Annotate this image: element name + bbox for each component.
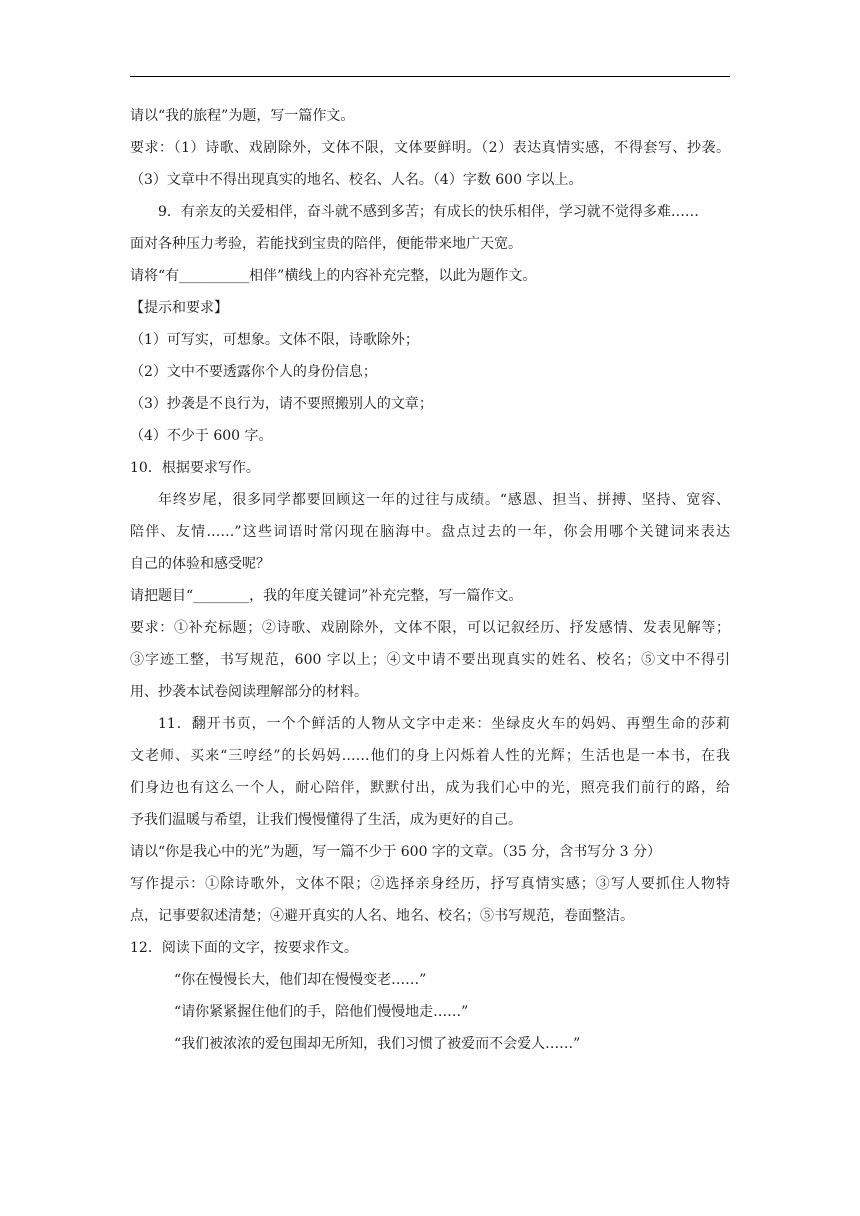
text-line: 文老师、买来“三哼经”的长妈妈……他们的身上闪烁着人性的光辉；生活也是一本书，在我 bbox=[130, 748, 730, 764]
text-line: ③字迹工整，书写规范，600 字以上；④文中请不要出现真实的姓名、校名；⑤文中不得引 bbox=[130, 652, 730, 668]
text-line: 请以“我的旅程”为题，写一篇作文。 bbox=[130, 108, 355, 124]
text-line: 要求：①补充标题；②诗歌、戏剧除外，文体不限，可以记叙经历、抒发感情、发表见解等； bbox=[130, 620, 730, 636]
text-line: 11．翻开书页，一个个鲜活的人物从文字中走来：坐绿皮火车的妈妈、再塑生命的莎莉 bbox=[158, 716, 730, 732]
text-line: 请把题目“________，我的年度关键词”补充完整，写一篇作文。 bbox=[130, 588, 523, 604]
text-line: 【提示和要求】 bbox=[130, 300, 228, 316]
text-line: 点，记事要叙述清楚；④避开真实的人名、地名、校名；⑤书写规范，卷面整洁。 bbox=[130, 908, 634, 924]
text-line: 12．阅读下面的文字，按要求作文。 bbox=[130, 940, 358, 956]
text-line: 陪伴、友情……”这些词语时常闪现在脑海中。盘点过去的一年，你会用哪个关键词来表达 bbox=[130, 524, 730, 540]
text-line: “你在慢慢长大，他们却在慢慢变老……” bbox=[174, 972, 427, 988]
header-rule bbox=[130, 76, 730, 77]
document-body bbox=[130, 106, 730, 1066]
text-line: 年终岁尾，很多同学都要回顾这一年的过往与成绩。“感恩、担当、拼搏、坚持、宽容、 bbox=[158, 492, 730, 508]
text-line: 请以“你是我心中的光”为题，写一篇不少于 600 字的文章。（35 分，含书写分 3 分） bbox=[130, 844, 662, 860]
text-line: 予我们温暖与希望，让我们慢慢懂得了生活，成为更好的自己。 bbox=[130, 812, 522, 828]
text-line: （1）可写实，可想象。文体不限，诗歌除外； bbox=[130, 332, 419, 348]
text-line: （4）不少于 600 字。 bbox=[130, 428, 273, 444]
text-line: 请将“有__________相伴”横线上的内容补充完整，以此为题作文。 bbox=[130, 268, 537, 284]
text-line: （2）文中不要透露你个人的身份信息； bbox=[130, 364, 377, 380]
text-line: 自己的体验和感受呢？ bbox=[130, 556, 270, 572]
text-line: “我们被浓浓的爱包围却无所知，我们习惯了被爱而不会爱人……” bbox=[174, 1036, 581, 1052]
text-line: “请你紧紧握住他们的手，陪他们慢慢地走……” bbox=[174, 1004, 469, 1020]
text-line: 9．有亲友的关爱相伴，奋斗就不感到多苦；有成长的快乐相伴，学习就不觉得多难…… bbox=[158, 204, 699, 220]
text-line: 10．根据要求写作。 bbox=[130, 460, 260, 476]
text-line: （3）抄袭是不良行为，请不要照搬别人的文章； bbox=[130, 396, 433, 412]
text-line: 要求：（1）诗歌、戏剧除外，文体不限，文体要鲜明。（2）表达真情实感，不得套写、抄袭。 bbox=[130, 140, 730, 156]
text-line: 写作提示：①除诗歌外，文体不限；②选择亲身经历，抒写真情实感；③写人要抓住人物特 bbox=[130, 876, 730, 892]
text-line: 面对各种压力考验，若能找到宝贵的陪伴，便能带来地广天宽。 bbox=[130, 236, 522, 252]
text-line: 们身边也有这么一个人，耐心陪伴，默默付出，成为我们心中的光，照亮我们前行的路，给 bbox=[130, 780, 730, 796]
text-line: （3）文章中不得出现真实的地名、校名、人名。（4）字数 600 字以上。 bbox=[130, 172, 583, 188]
text-line: 用、抄袭本试卷阅读理解部分的材料。 bbox=[130, 684, 368, 700]
